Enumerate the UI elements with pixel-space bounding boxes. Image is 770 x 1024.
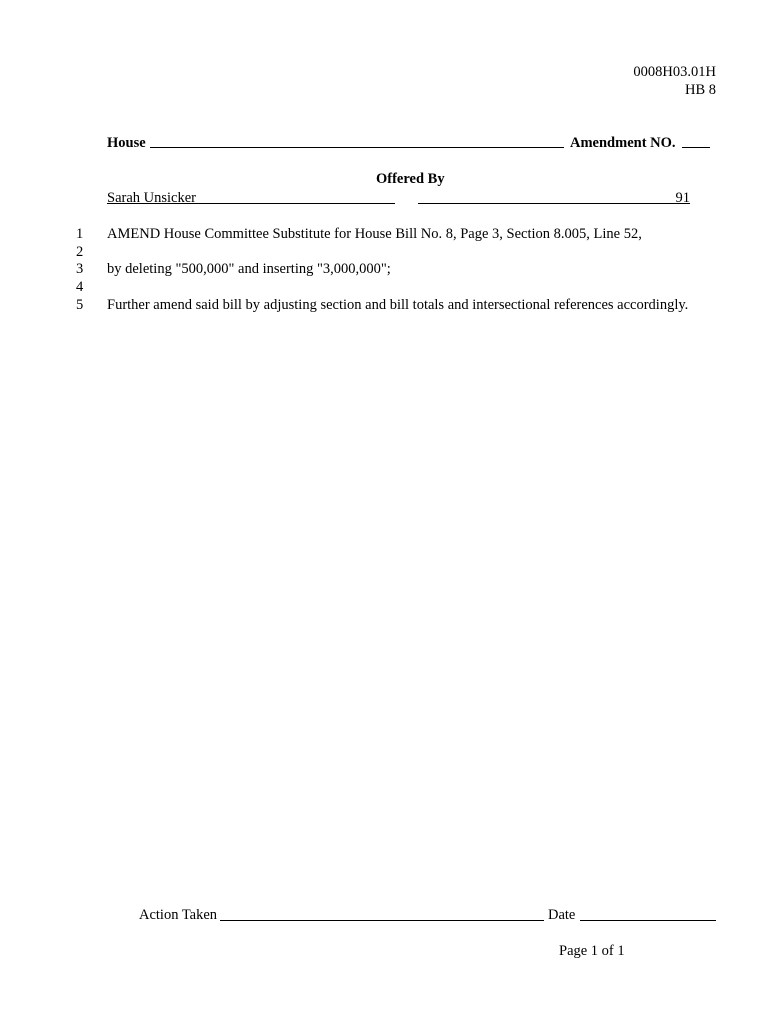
line-number: 5 xyxy=(76,297,84,313)
action-taken-label: Action Taken xyxy=(139,907,218,923)
line-number: 3 xyxy=(76,261,84,277)
bill-number: HB 8 xyxy=(684,82,716,98)
line-number: 4 xyxy=(76,279,84,295)
action-taken-line xyxy=(220,920,544,921)
page-number: Page 1 of 1 xyxy=(559,943,625,959)
line-number: 2 xyxy=(76,244,84,260)
line-number: 1 xyxy=(76,226,84,242)
offered-by-title: Offered By xyxy=(376,171,445,187)
house-blank-line xyxy=(150,147,564,148)
date-line xyxy=(580,920,716,921)
date-label: Date xyxy=(548,907,576,923)
amendment-number-blank xyxy=(682,147,710,148)
amendment-number-label: Amendment NO. xyxy=(570,135,676,151)
sponsor-name: Sarah Unsicker xyxy=(107,190,196,206)
amendment-line-text: AMEND House Committee Substitute for House Bill No. 8, Page 3, Section 8.005, Line 52, xyxy=(107,226,642,242)
sponsor-signature-line xyxy=(107,203,395,204)
house-label: House xyxy=(107,135,146,151)
document-code: 0008H03.01H xyxy=(633,64,716,80)
amendment-line-text: by deleting "500,000" and inserting "3,000,000"; xyxy=(107,261,391,277)
district-number: 91 xyxy=(675,190,690,206)
amendment-line-text: Further amend said bill by adjusting section and bill totals and intersectional references accordingly. xyxy=(107,297,689,313)
district-signature-line xyxy=(418,203,690,204)
